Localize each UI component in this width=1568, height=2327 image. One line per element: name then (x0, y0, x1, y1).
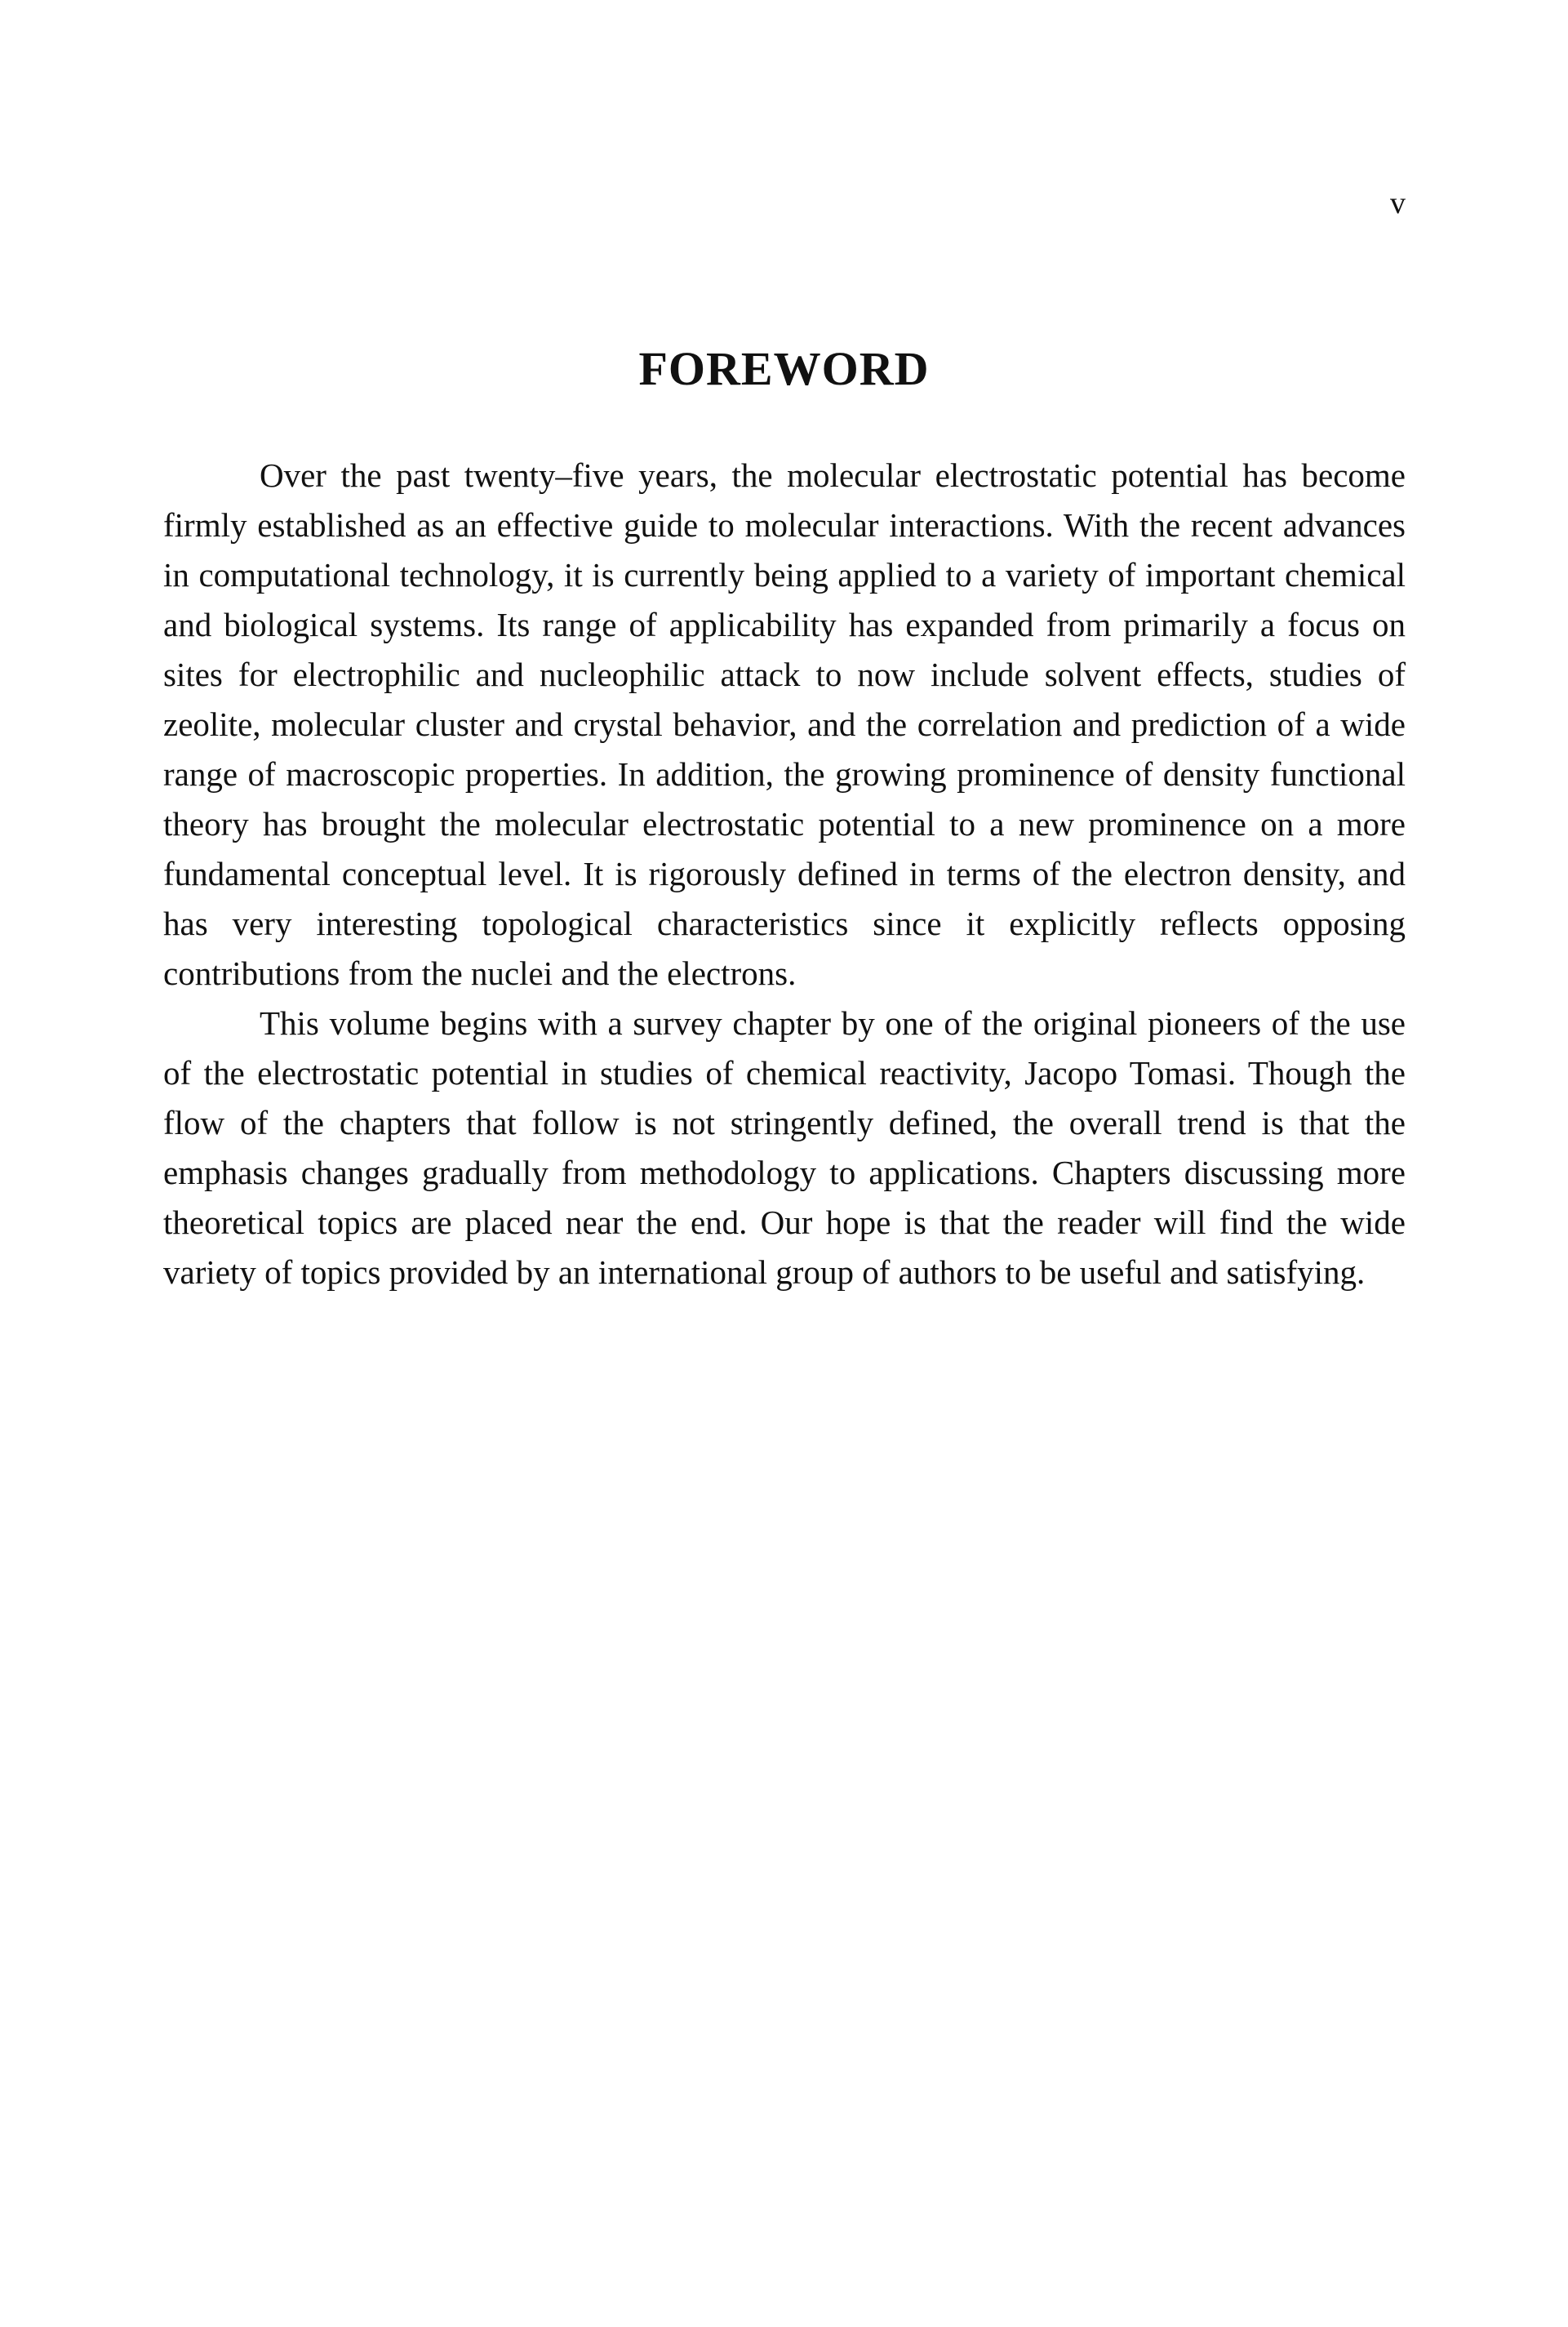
foreword-body (163, 451, 1406, 1297)
paragraph-2: This volume begins with a survey chapter by one of the original pioneers of the use of the electrostatic potential in studies of chemical reactivity, Jacopo Tomasi. Though the flow of the chapters that follow is not stringently defined, the overall trend is that the emphasis changes gradually from methodology to applications. Chapters discussing more theoretical topics are placed near the end. Our hope is that the reader will find the wide variety of topics provided by an international group of authors to be useful and satisfying. (163, 1004, 1406, 1291)
page-title: FOREWORD (638, 342, 930, 395)
page-number: v (1390, 186, 1406, 220)
paragraph-1: Over the past twenty–five years, the molecular electrostatic potential has become firmly established as an effective guide to molecular interactions. With the recent advances in computational technology, it is currently being applied to a variety of important chemical and biological systems. Its range of applicability has expanded from primarily a focus on sites for electrophilic and nucleophilic attack to now include solvent effects, studies of zeolite, molecular cluster and crystal behavior, and the correlation and prediction of a wide range of macroscopic properties. In addition, the growing prominence of density functional theory has brought the molecular electrostatic potential to a new prominence on a more fundamental conceptual level. It is rigorously defined in terms of the electron density, and has very interesting topological characteristics since it explicitly reflects opposing contributions from the nuclei and the electrons. (163, 456, 1406, 992)
